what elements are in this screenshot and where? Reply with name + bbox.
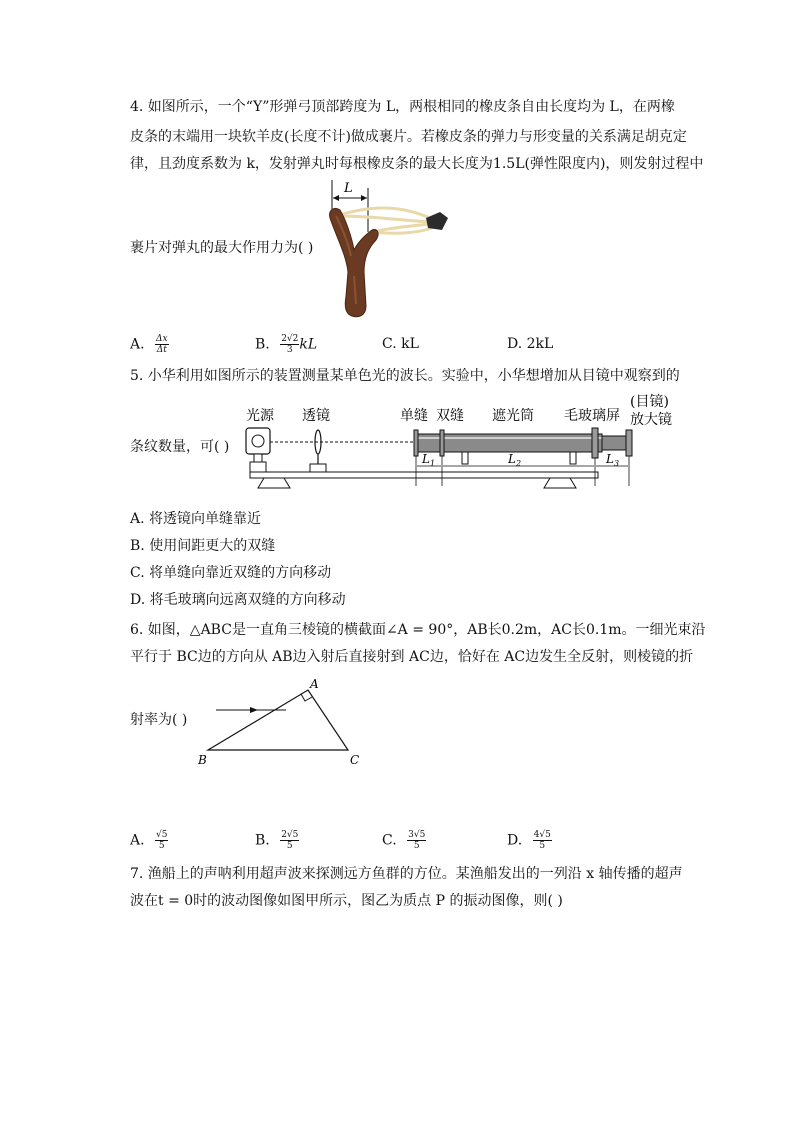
label-lens: 透镜 xyxy=(302,408,330,424)
q4-line-4: 裹片对弹丸的最大作用力为( ) xyxy=(130,240,314,256)
q5-line-2: 条纹数量，可( ) xyxy=(130,439,230,455)
q5-option-c: C. 将单缝向靠近双缝的方向移动 xyxy=(130,565,332,581)
q5-option-b: B. 使用间距更大的双缝 xyxy=(130,538,276,554)
prism-triangle-figure xyxy=(196,674,366,770)
label-double-slit: 双缝 xyxy=(436,408,464,424)
q6-option-a: A. $\frac{√5}{5}$ xyxy=(130,830,168,851)
dimension-label-l: L xyxy=(344,181,353,196)
q5-line-1: 5. 小华利用如图所示的装置测量某单色光的波长。实验中，小华想增加从目镜中观察到的 xyxy=(130,368,680,384)
q6-option-b: B. $\frac{2√5}{5}$ xyxy=(255,830,299,851)
q4-line-3: 律，且劲度系数为 k，发射弹丸时每根橡皮条的最大长度为1.5L(弹性限度内)，则发射过程中 xyxy=(130,156,704,172)
single-slit xyxy=(414,430,418,456)
q7-line-2: 波在t = 0时的波动图像如图甲所示，图乙为质点 P 的振动图像，则( ) xyxy=(130,893,563,909)
label-magnifier: 放大镜 xyxy=(630,412,672,428)
vertex-b-label: B xyxy=(198,753,207,767)
q6-option-c: C. $\frac{3√5}{5}$ xyxy=(382,830,426,851)
q4-line-1: 4. 如图所示，一个“Y”形弹弓顶部跨度为 L，两根相同的橡皮条自由长度均为 L，在两橡 xyxy=(130,99,675,115)
optical-bench xyxy=(250,472,598,478)
q6-line-2: 平行于 BC边的方向从 AB边入射后直接射到 AC边，恰好在 AC边发生全反射，则棱镜的折 xyxy=(130,649,694,665)
q6-option-d: D. $\frac{4√5}{5}$ xyxy=(507,830,551,851)
label-ground-glass-screen: 毛玻璃屏 xyxy=(564,408,620,424)
ray-arrow xyxy=(250,707,258,713)
label-light-source: 光源 xyxy=(246,408,274,424)
label-shading-tube: 遮光筒 xyxy=(492,408,534,424)
label-eyepiece: (目镜) xyxy=(630,394,669,410)
double-slit xyxy=(440,430,444,456)
q4-option-a: A. $\frac{\Delta x}{\Delta t}$ xyxy=(130,334,168,355)
q4-line-2: 皮条的末端用一块软羊皮(长度不计)做成裹片。若橡皮条的弹力与形变量的关系满足胡克定 xyxy=(130,129,687,145)
label-single-slit: 单缝 xyxy=(400,408,428,424)
vertex-a-label: A xyxy=(310,677,319,691)
q6-line-3: 射率为( ) xyxy=(130,712,188,728)
q6-line-1: 6. 如图，△ABC是一直角三棱镜的横截面∠A = 90°，AB长0.2m，AC长0.1m。一细光束沿 xyxy=(130,622,706,638)
double-slit-apparatus-figure xyxy=(240,392,680,500)
pouch xyxy=(426,212,448,230)
triangle-abc xyxy=(208,690,348,750)
label-l1: $L_1$ xyxy=(422,452,436,468)
label-l2: $L_2$ xyxy=(508,452,522,468)
eyepiece xyxy=(602,436,628,450)
label-l3: $L_3$ xyxy=(606,452,620,468)
vertex-c-label: C xyxy=(350,753,360,767)
q7-line-1: 7. 渔船上的声呐利用超声波来探测远方鱼群的方位。某渔船发出的一列沿 x 轴传播的超声 xyxy=(130,866,683,882)
q5-option-d: D. 将毛玻璃向远离双缝的方向移动 xyxy=(130,592,346,608)
q4-option-b: B. $\frac{2√2}{3}$ kL xyxy=(255,334,318,355)
slingshot-frame xyxy=(330,208,378,316)
slingshot-figure xyxy=(318,176,454,320)
q4-option-c: C. kL xyxy=(382,336,419,352)
ground-glass-screen xyxy=(592,428,598,458)
right-angle-mark xyxy=(301,694,312,701)
q4-option-d: D. 2kL xyxy=(507,336,554,352)
q5-option-a: A. 将透镜向单缝靠近 xyxy=(130,511,262,527)
